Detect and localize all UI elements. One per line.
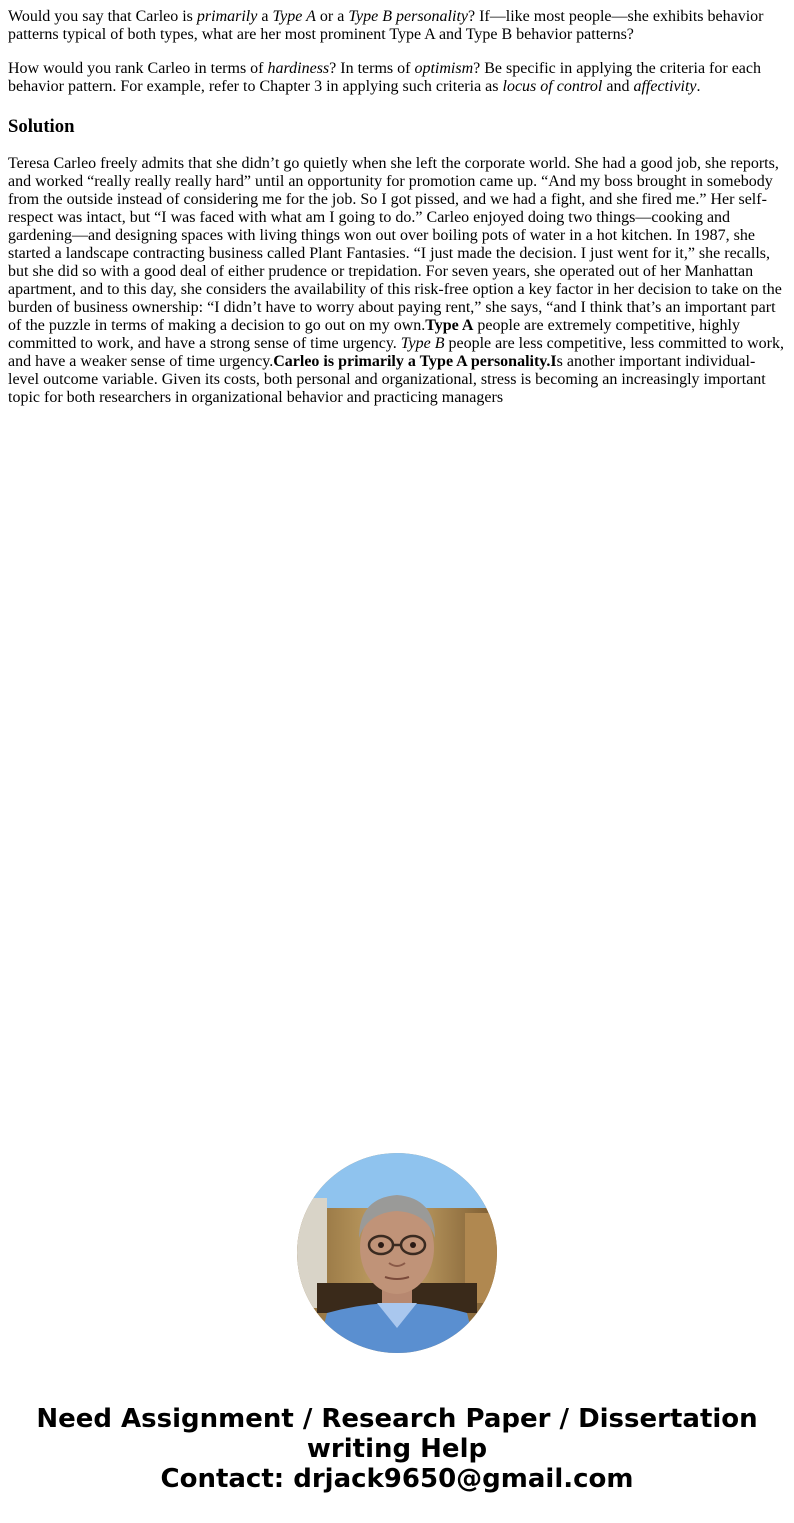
text-run: and (602, 78, 634, 95)
text-run: ? In terms of (329, 60, 415, 77)
emphasis-type-b: Type B (400, 335, 445, 352)
text-run: s another important individual-level outcome variable. Given its costs, both personal and organizational, stress is becoming an increasingly important topic for both researchers in organizational behavior and practicing managers (8, 353, 766, 406)
text-run: Would you say that Carleo is (8, 8, 197, 25)
emphasis-optimism: optimism (414, 60, 474, 77)
text-run: Teresa Carleo freely admits that she didn’t go quietly when she left the corporate world. She had a good job, she reports, and worked “really really really hard” until an opportunity for promotion came up. “And my boss brought in somebody from the outside instead of considering me for the job. So I got pissed, and we had a fight, and she fired me.” Her self-respect was intact, but “I was faced with what am I going to do.” Carleo enjoyed doing two things—cooking and gardening—and designing spaces with living things won out over boiling pots of water in a hot kitchen. In 1987, she started a landscape contracting business called Plant Fantasies. “I just made the decision. I just went for it,” she recalls, but she did so with a good deal of either prudence or trepidation. For seven years, she operated out of her Manhattan apartment, and to this day, she considers the availability of this risk-free option a key factor in her decision to take on the burden of business ownership: “I didn’t have to worry about paying rent,” she says, “and I think that’s an important part of the puzzle in terms of making a decision to go out on my own. (8, 155, 782, 334)
emphasis-type-a: Type A (272, 8, 316, 25)
emphasis-primarily: primarily (196, 8, 258, 25)
question-paragraph-1 (8, 8, 786, 44)
text-run: a (257, 8, 273, 25)
text-run: people are less competitive, less committed to work, and have a weaker sense of time urgency. (8, 335, 784, 370)
text-run: . (696, 78, 701, 95)
text-run: people are extremely competitive, highly committed to work, and have a strong sense of time urgency. (8, 317, 740, 352)
question-paragraph-2 (8, 60, 786, 96)
text-run: How would you rank Carleo in terms of (8, 60, 268, 77)
text-run: ? Be specific in applying the criteria for each behavior pattern. For example, refer to Chapter 3 in applying such criteria as (8, 60, 762, 95)
emphasis-locus-of-control: locus of control (502, 78, 603, 95)
promo-line-1: Need Assignment / Research Paper / Dissertation (36, 1404, 758, 1434)
solution-heading: Solution (8, 116, 75, 137)
emphasis-hardiness: hardiness (267, 60, 330, 77)
author-avatar (297, 1153, 497, 1353)
assignment-help-banner (0, 1404, 794, 1494)
document-content (8, 8, 786, 423)
text-run: ? If—like most people—she exhibits behavior patterns typical of both types, what are her most prominent Type A and Type B behavior patterns? (8, 8, 764, 43)
text-run: or a (315, 8, 349, 25)
promo-line-2: writing Help (306, 1434, 488, 1464)
solution-paragraph (8, 155, 786, 407)
promo-contact-line: Contact: drjack9650@gmail.com (160, 1464, 634, 1494)
emphasis-affectivity: affectivity (633, 78, 697, 95)
bold-type-a: Type A (425, 317, 474, 334)
emphasis-type-b-personality: Type B personality (348, 8, 468, 25)
bold-conclusion: Carleo is primarily a Type A personality.I (273, 353, 557, 370)
author-photo (297, 1153, 497, 1353)
